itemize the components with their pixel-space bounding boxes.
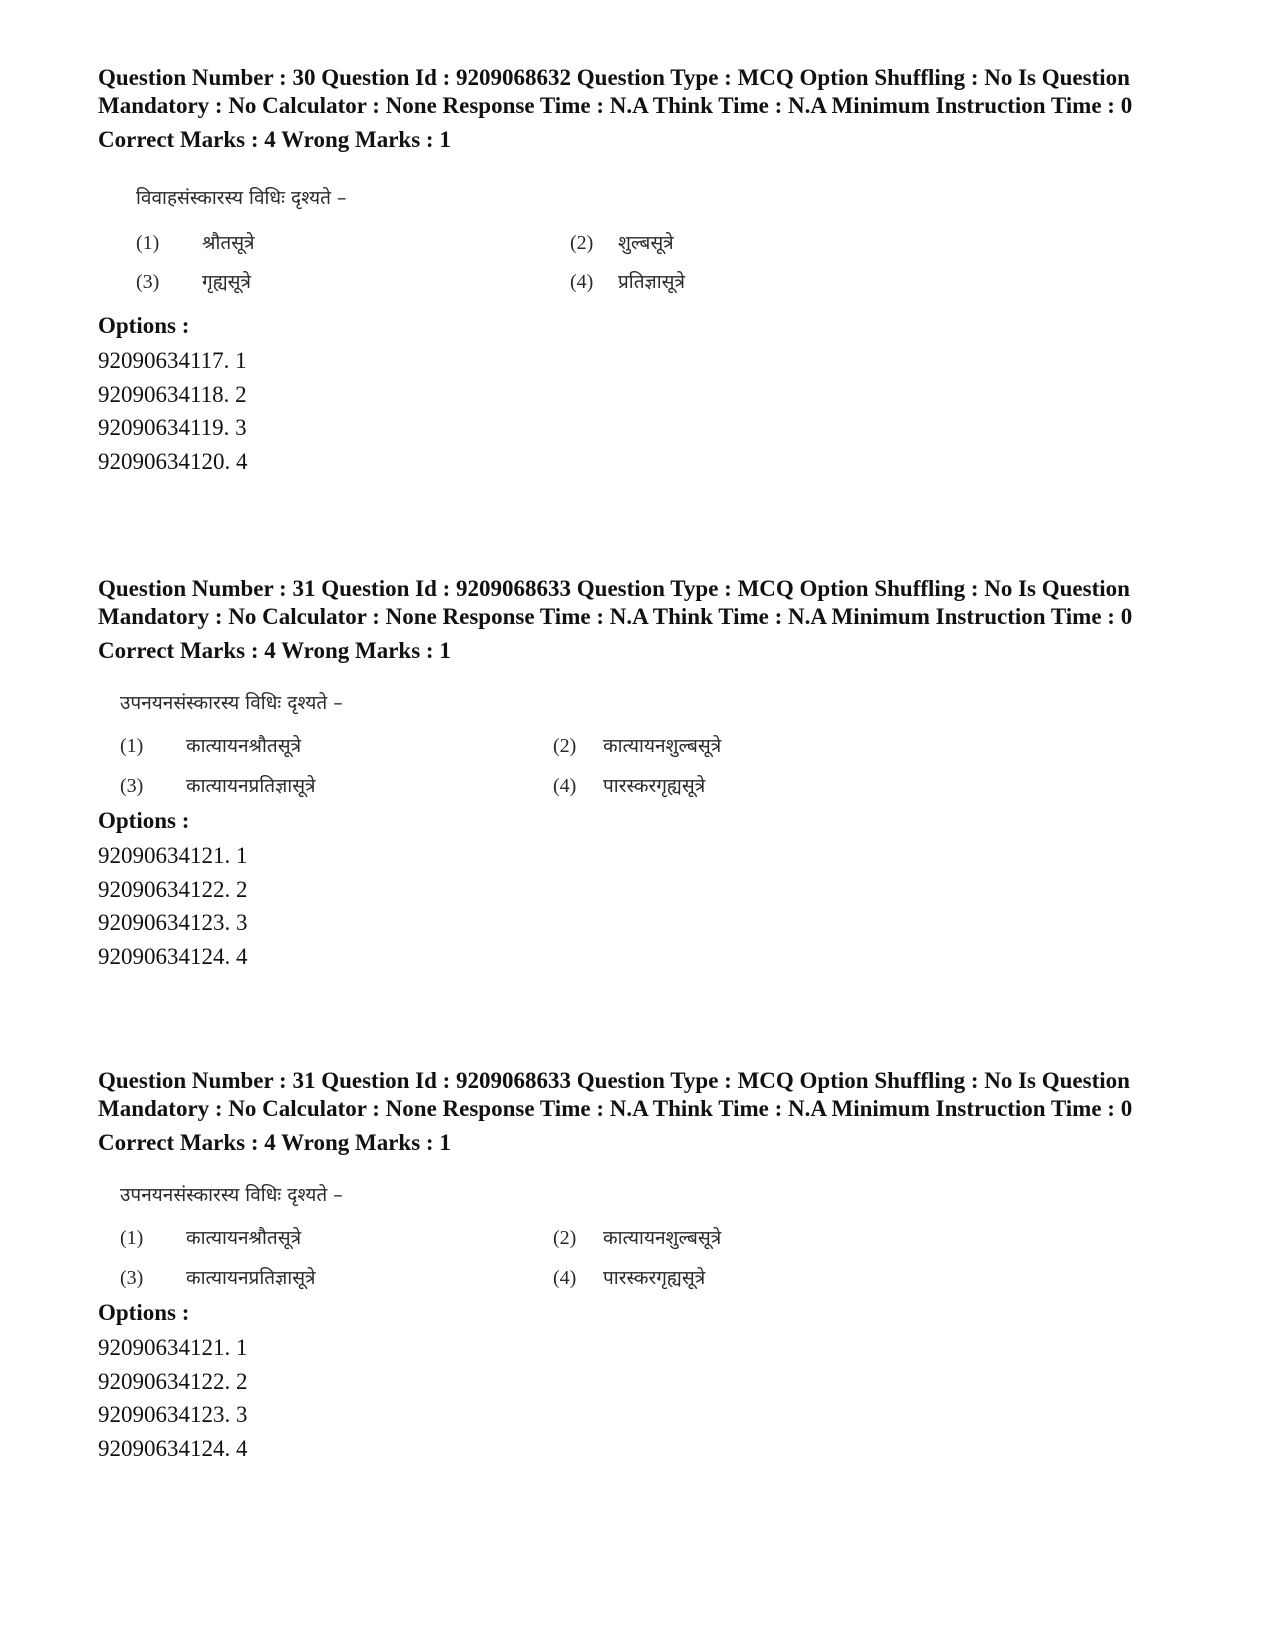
question-image-text	[98, 689, 1178, 807]
question-header: Question Number : 31 Question Id : 9209068633 Question Type : MCQ Option Shuffling : No Is Question Mandatory : No Calculator : None Response Time : N.A Think Time : N.A Minimum Instruction Time : 0	[98, 576, 1133, 629]
option-item: 92090634124. 4	[98, 1435, 248, 1461]
question-header: Question Number : 30 Question Id : 9209068632 Question Type : MCQ Option Shuffling : No Is Question Mandatory : No Calculator : None Response Time : N.A Think Time : N.A Minimum Instruction Time : 0	[98, 65, 1133, 118]
question-marks: Correct Marks : 4 Wrong Marks : 1	[98, 638, 451, 663]
choice-4	[553, 1264, 705, 1290]
options-label: Options :	[98, 1300, 190, 1325]
choice-2	[553, 1224, 721, 1250]
choice-text: कात्यायनप्रतिज्ञासूत्रे	[186, 775, 316, 797]
choice-3	[120, 1264, 316, 1290]
question-image-text	[98, 184, 1178, 312]
choice-number: (4)	[553, 775, 577, 797]
options-label: Options :	[98, 808, 190, 833]
question-marks: Correct Marks : 4 Wrong Marks : 1	[98, 1130, 451, 1155]
options-label: Options :	[98, 313, 190, 338]
choice-number: (3)	[120, 1267, 144, 1289]
option-item: 92090634118. 2	[98, 381, 247, 407]
question-stem: उपनयनसंस्कारस्य विधिः दृश्यते –	[120, 1184, 343, 1206]
choice-number: (3)	[120, 775, 144, 797]
options-list	[98, 839, 1178, 973]
choice-number: (4)	[553, 1267, 577, 1289]
option-item: 92090634122. 2	[98, 876, 248, 902]
choice-4	[570, 268, 685, 294]
choice-text: कात्यायनशुल्बसूत्रे	[603, 1227, 722, 1249]
choice-number: (1)	[136, 232, 160, 254]
choice-number: (1)	[120, 1227, 144, 1249]
option-item: 92090634121. 1	[98, 1335, 248, 1360]
options-list	[98, 344, 1178, 478]
choice-4	[553, 772, 705, 798]
option-item: 92090634120. 4	[98, 448, 248, 474]
choice-text: पारस्करगृह्यसूत्रे	[603, 775, 706, 797]
question-stem: उपनयनसंस्कारस्य विधिः दृश्यते –	[120, 692, 343, 714]
choice-text: पारस्करगृह्यसूत्रे	[603, 1267, 706, 1289]
question-header: Question Number : 31 Question Id : 9209068633 Question Type : MCQ Option Shuffling : No Is Question Mandatory : No Calculator : None Response Time : N.A Think Time : N.A Minimum Instruction Time : 0	[98, 1068, 1133, 1121]
choice-text: गृह्यसूत्रे	[202, 271, 251, 293]
choice-number: (3)	[136, 271, 160, 293]
choice-text: कात्यायनश्रौतसूत्रे	[186, 735, 302, 757]
choice-text: श्रौतसूत्रे	[202, 232, 255, 254]
choice-2	[570, 229, 674, 255]
question-image-text	[98, 1181, 1178, 1299]
choice-3	[136, 268, 251, 294]
option-item: 92090634124. 4	[98, 943, 248, 969]
choice-1	[136, 229, 255, 255]
choice-number: (4)	[570, 271, 594, 293]
choice-number: (2)	[553, 735, 577, 757]
option-item: 92090634121. 1	[98, 843, 248, 868]
choice-3	[120, 772, 316, 798]
question-block	[98, 575, 1178, 973]
choice-text: प्रतिज्ञासूत्रे	[618, 271, 685, 293]
option-item: 92090634122. 2	[98, 1368, 248, 1394]
choice-text: कात्यायनशुल्बसूत्रे	[603, 735, 722, 757]
choice-text: शुल्बसूत्रे	[618, 232, 674, 254]
question-block	[98, 64, 1178, 478]
option-item: 92090634123. 3	[98, 910, 248, 935]
option-item: 92090634119. 3	[98, 415, 247, 440]
question-stem: विवाहसंस्कारस्य विधिः दृश्यते –	[136, 187, 347, 209]
choice-number: (2)	[570, 232, 594, 254]
choice-text: कात्यायनश्रौतसूत्रे	[186, 1227, 302, 1249]
choice-text: कात्यायनप्रतिज्ञासूत्रे	[186, 1267, 316, 1289]
choice-2	[553, 732, 721, 758]
option-item: 92090634117. 1	[98, 348, 247, 373]
choice-number: (2)	[553, 1227, 577, 1249]
choice-number: (1)	[120, 735, 144, 757]
choice-1	[120, 1224, 301, 1250]
option-item: 92090634123. 3	[98, 1402, 248, 1427]
choice-1	[120, 732, 301, 758]
question-block	[98, 1067, 1178, 1465]
question-marks: Correct Marks : 4 Wrong Marks : 1	[98, 127, 451, 152]
options-list	[98, 1331, 1178, 1465]
